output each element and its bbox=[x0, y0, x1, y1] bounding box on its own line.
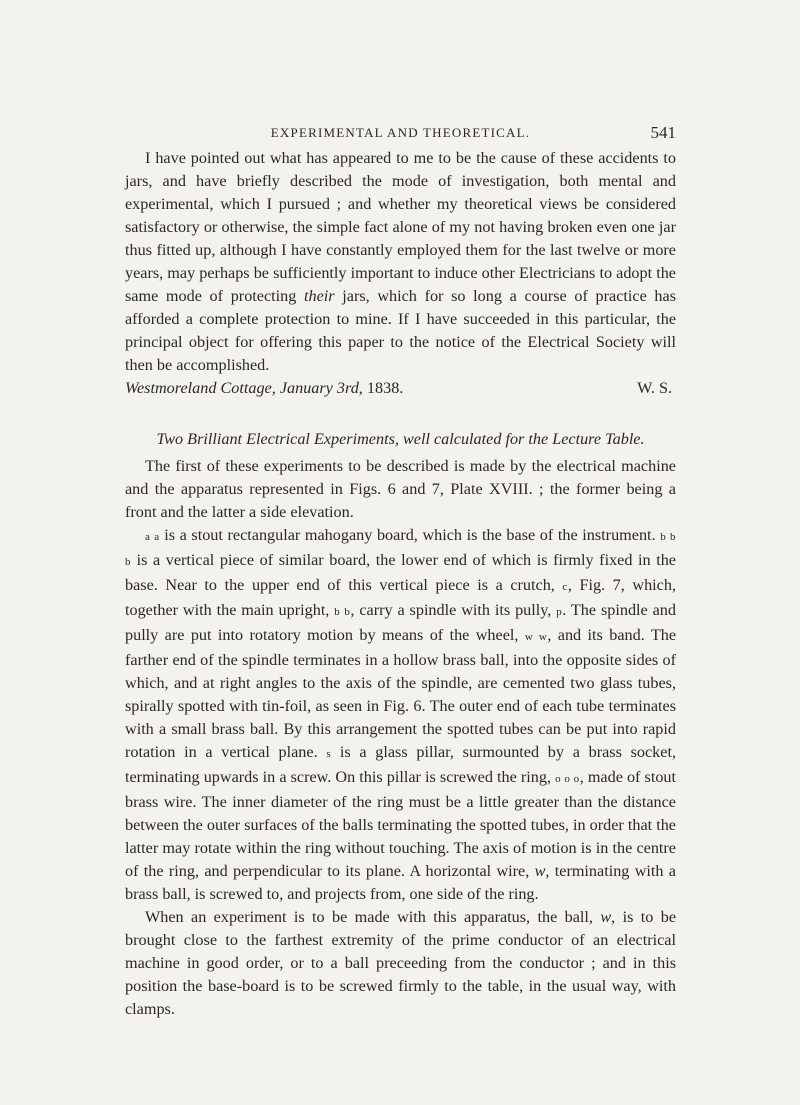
figure-label: c bbox=[562, 581, 568, 593]
figure-label: w bbox=[534, 862, 546, 880]
paragraph-apparatus-intro: The first of these experiments to be described is made by the electrical machine and the apparatus represented in Figs. 6 and 7, Plate XVIII. ; the former being a front and the latter a side elevation. bbox=[125, 457, 676, 521]
paragraph-text: is a glass pillar, surmounted by a brass socket, terminating upwards in a screw. On this pillar is screwed the ring, bbox=[125, 743, 676, 786]
section-title: Two Brilliant Electrical Experiments, well calculated for the Lecture Table. bbox=[156, 430, 645, 448]
paragraph-text: is a stout rectangular mahogany board, which is the base of the instrument. bbox=[159, 526, 661, 544]
figure-label: b b bbox=[334, 606, 351, 618]
dateline-place: Westmoreland Cottage, January 3rd, bbox=[125, 379, 367, 397]
running-head bbox=[125, 123, 676, 143]
signature-line bbox=[125, 377, 676, 400]
figure-label: w bbox=[600, 908, 612, 926]
paragraph-text: I have pointed out what has appeared to me to be the cause of these accidents to jars, and have briefly described the mode of investigation, both mental and experimental, which I pursued ; and whether my theoretical views be considered satisfactory or otherwise, the simple fact alone of my not having broken even one jar thus fitted up, although I have constantly employed them for the last twelve or more years, may perhaps be sufficiently important to induce other Electricians to adopt the same mode of protecting bbox=[125, 149, 676, 305]
paragraph-experiment-setup bbox=[125, 906, 676, 1021]
body-text bbox=[125, 147, 676, 1021]
paragraph-jars-conclusion bbox=[125, 147, 676, 377]
paragraph-text: is a vertical piece of similar board, the lower end of which is firmly fixed in the base. Near to the upper end of this vertical piece is a crutch, bbox=[125, 551, 676, 594]
figure-label: p bbox=[556, 606, 563, 618]
running-title: EXPERIMENTAL AND THEORETICAL. bbox=[270, 125, 531, 140]
paragraph-text: , terminating with a brass ball, is screwed to, and projects from, one side of the ring. bbox=[125, 862, 676, 903]
dateline-year: 1838. bbox=[366, 379, 404, 397]
dateline bbox=[125, 377, 403, 400]
paragraph-text: jars, which for so long a course of practice has afforded a complete protection to mine. If I have succeeded in this particular, the principal object for offering this paper to the notice of the Electrical Society will then be accomplished. bbox=[125, 287, 676, 374]
paragraph-text: When an experiment is to be made with this apparatus, the ball, bbox=[145, 908, 601, 926]
figure-label: b b b bbox=[125, 531, 677, 568]
paragraph-apparatus-description bbox=[125, 524, 676, 906]
paragraph-text: , and its band. The farther end of the spindle terminates in a hollow brass ball, into the opposite sides of which, and at right angles to the axis of the spindle, are cemented two glass tubes, spirally spotted with tin-foil, as seen in Fig. 6. The outer end of each tube terminates with a small brass ball. By this arrangement the spotted tubes can be put into rapid rotation in a vertical plane. bbox=[125, 626, 676, 761]
paragraph-text: , carry a spindle with its pully, bbox=[350, 601, 557, 619]
paragraph-text: , is to be brought close to the farthest extremity of the prime conductor of an electrical machine in good order, or to a ball preceeding from the conductor ; and in this position the base-board is to be screwed firmly to the table, in the usual way, with clamps. bbox=[125, 908, 677, 1018]
emphasis-text: their bbox=[304, 287, 335, 305]
figure-label: w w bbox=[524, 631, 548, 643]
author-initials: W. S. bbox=[637, 379, 672, 397]
figure-label: o o o bbox=[555, 773, 580, 785]
page-number: 541 bbox=[650, 123, 676, 142]
paragraph-text: , made of stout brass wire. The inner diameter of the ring must be a little greater than the distance between the outer surfaces of the balls terminating the spotted tubes, in order that the latter may rotate within the ring without touching. The axis of motion is in the centre of the ring, and perpendicular to its plane. A horizontal wire, bbox=[125, 768, 677, 880]
paragraph-text: , Fig. 7, which, together with the main upright, bbox=[125, 576, 676, 619]
figure-label: s bbox=[326, 748, 332, 760]
paragraph-text: . The spindle and pully are put into rotatory motion by means of the wheel, bbox=[125, 601, 676, 644]
figure-label: a a bbox=[145, 531, 160, 543]
